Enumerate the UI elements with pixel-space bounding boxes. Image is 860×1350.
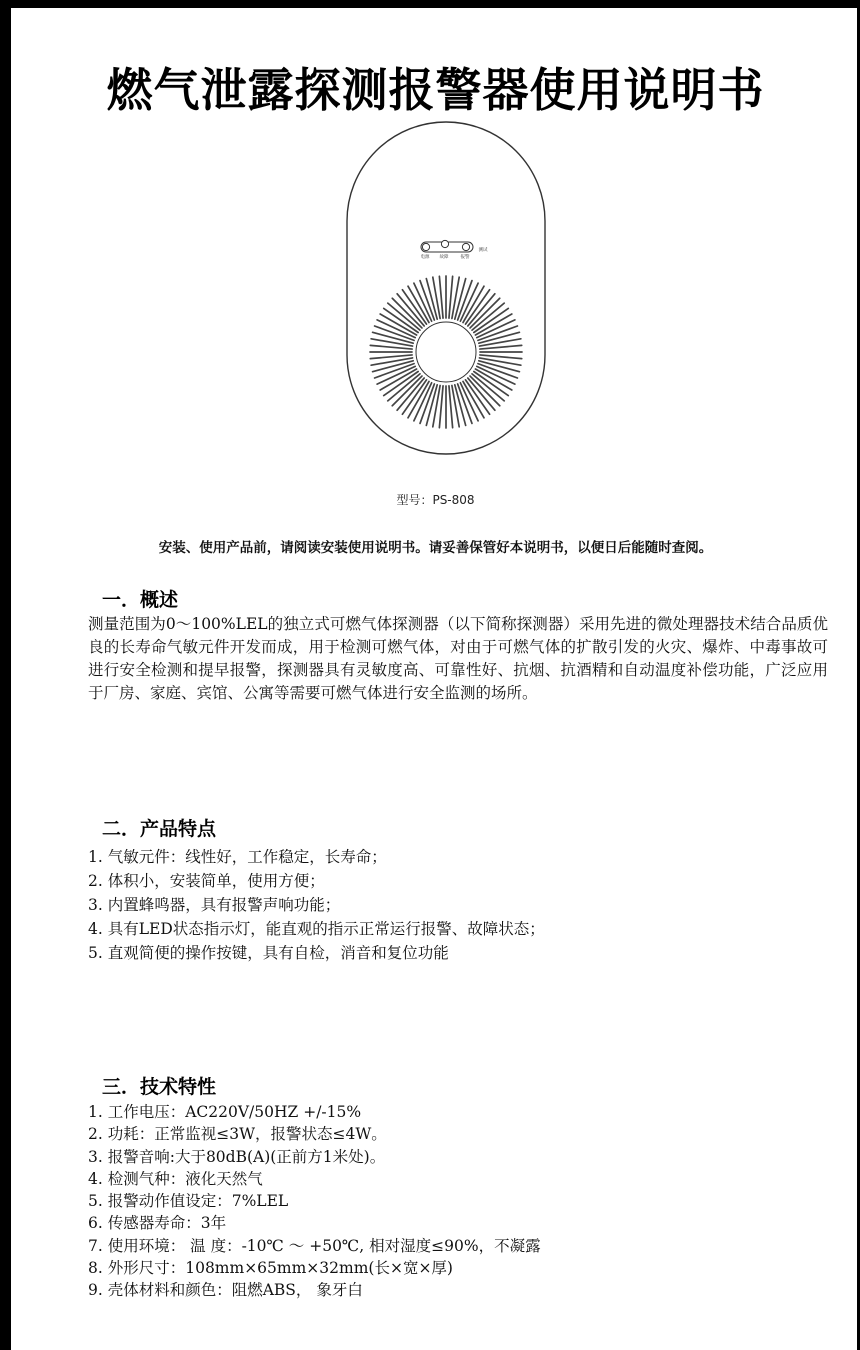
section-overview (88, 588, 828, 705)
model-number: 型号：PS-808 (396, 493, 475, 507)
list-item: 8. 外形尺寸：108mm×65mm×32mm(长×宽×厚) (88, 1259, 453, 1278)
section-paragraph: 测量范围为0～100%LEL的独立式可燃气体探测器（以下简称探测器）采用先进的微处理器技术结合品质优良的长寿命气敏元件开发而成，用于检测可燃气体，对由于可燃气体的扩散引发的火灾、爆炸、中毒事故可进行安全检测和提早报警，探测器具有灵敏度高、可靠性好、抗烟、抗酒精和自动温度补偿功能，广泛应用于厂房、家庭、宾馆、公寓等需要可燃气体进行安全监测的场所。 (88, 615, 828, 702)
section-specs (88, 1075, 828, 1302)
usage-notice: 安装、使用产品前，请阅读安装使用说明书。请妥善保管好本说明书，以便日后能随时查阅。 (158, 540, 713, 556)
test-button-label: 测试 (478, 248, 488, 253)
detector-illustration (345, 120, 547, 456)
section-features (88, 817, 828, 965)
list-item: 3. 内置蜂鸣器，具有报警声响功能； (88, 896, 341, 914)
sensor-hole (416, 322, 476, 382)
fault-led-icon (441, 240, 448, 247)
page-title: 燃气泄露探测报警器使用说明书 (106, 63, 765, 117)
section-title: 三．技术特性 (102, 1076, 217, 1098)
list-item: 9. 壳体材料和颜色：阻燃ABS， 象牙白 (88, 1281, 363, 1300)
alarm-led-icon (462, 243, 469, 250)
alarm-label: 报警 (460, 255, 470, 260)
power-led-icon (422, 243, 429, 250)
spec-list (88, 1101, 828, 1302)
list-item: 1. 气敏元件：线性好，工作稳定，长寿命； (88, 848, 387, 866)
fault-label: 故障 (439, 255, 449, 260)
list-item: 7. 使用环境： 温 度：-10℃ ～ +50℃, 相对湿度≤90%，不凝露 (88, 1236, 541, 1255)
list-item: 4. 具有LED状态指示灯，能直观的指示正常运行报警、故障状态； (88, 920, 545, 938)
list-item: 3. 报警音响:大于80dB(A)(正前方1米处)。 (88, 1147, 386, 1166)
list-item: 2. 体积小，安装简单，使用方便； (88, 872, 325, 890)
list-item: 4. 检测气种：液化天然气 (88, 1169, 263, 1188)
section-title: 一．概述 (102, 589, 179, 611)
list-item: 6. 传感器寿命：3年 (88, 1214, 227, 1233)
left-border (0, 0, 11, 1350)
list-item: 2. 功耗：正常监视≤3W，报警状态≤4W。 (88, 1125, 387, 1144)
power-label: 电源 (420, 255, 430, 260)
section-title: 二．产品特点 (102, 818, 217, 840)
top-border (0, 0, 860, 8)
list-item: 5. 直观简便的操作按键，具有自检，消音和复位功能 (88, 944, 449, 962)
feature-list (88, 845, 828, 965)
list-item: 1. 工作电压：AC220V/50HZ +/-15% (88, 1103, 362, 1121)
list-item: 5. 报警动作值设定：7%LEL (88, 1192, 289, 1211)
